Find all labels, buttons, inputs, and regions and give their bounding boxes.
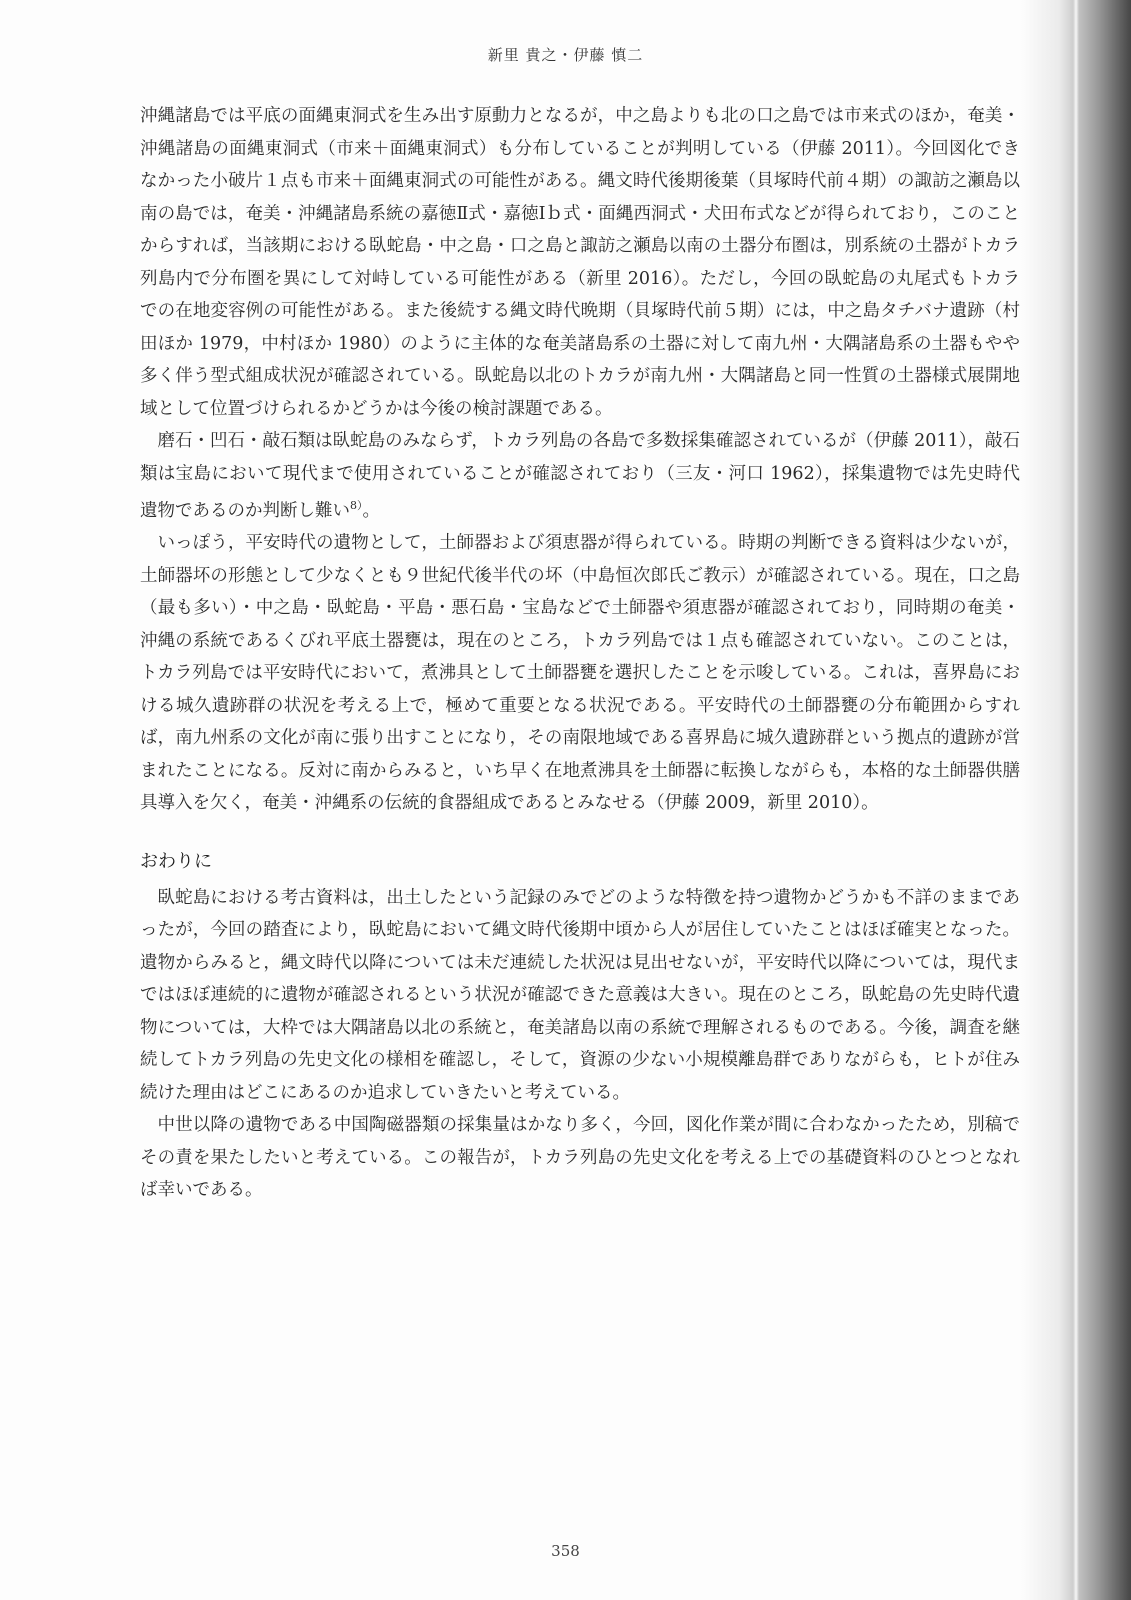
- paragraph-2: [140, 425, 1020, 527]
- paragraph-2-end: 。: [362, 500, 380, 521]
- paragraph-5: 中世以降の遺物である中国陶磁器類の採集量はかなり多く，今回，図化作業が間に合わなかったため，別稿でその責を果たしたいと考えている。この報告が，トカラ列島の先史文化を考える上での基礎資料のひとつとなれば幸いである。: [140, 1115, 1020, 1201]
- body-text: [140, 100, 1020, 1207]
- paragraph-4: 臥蛇島における考古資料は，出土したという記録のみでどのような特徴を持つ遺物かどうかも不詳のままであったが，今回の踏査により，臥蛇島において縄文時代後期中頃から人が居住していたことはほぼ確実となった。遺物からみると，縄文時代以降については未だ連続した状況は見出せないが，平安時代以降については，現代まではほぼ連続的に遺物が確認されるという状況が確認できた意義は大きい。現在のところ，臥蛇島の先史時代遺物については，大枠では大隅諸島以北の系統と，奄美諸島以南の系統で理解されるものである。今後，調査を継続してトカラ列島の先史文化の様相を確認し，そして，資源の少ない小規模離島群でありながらも，ヒトが住み続けた理由はどこにあるのか追求していきたいと考えている。: [140, 887, 1020, 1103]
- paragraph-1: 沖縄諸島では平底の面縄東洞式を生み出す原動力となるが，中之島よりも北の口之島では市来式のほか，奄美・沖縄諸島の面縄東洞式（市来＋面縄東洞式）も分布していることが判明している（伊藤 2011）。今回図化できなかった小破片１点も市来＋面縄東洞式の可能性がある。縄文時代後期後葉（貝塚時代前４期）の諏訪之瀬島以南の島では，奄美・沖縄諸島系統の嘉徳Ⅱ式・嘉徳Ⅰｂ式・面縄西洞式・犬田布式などが得られており，このことからすれば，当該期における臥蛇島・中之島・口之島と諏訪之瀬島以南の土器分布圏は，別系統の土器がトカラ列島内で分布圏を異にして対峙している可能性がある（新里 2016）。ただし，今回の臥蛇島の丸尾式もトカラでの在地変容例の可能性がある。また後続する縄文時代晩期（貝塚時代前５期）には，中之島タチバナ遺跡（村田ほか 1979，中村ほか 1980）のように主体的な奄美諸島系の土器に対して南九州・大隅諸島系の土器もやや多く伴う型式組成状況が確認されている。臥蛇島以北のトカラが南九州・大隅諸島と同一性質の土器様式展開地域として位置づけられるかどうかは今後の検討課題である。: [140, 106, 1020, 419]
- footnote-ref: 8）: [350, 499, 363, 512]
- running-head: 新里 貴之・伊藤 慎二: [487, 46, 644, 64]
- paragraph-3: いっぽう，平安時代の遺物として，土師器および須恵器が得られている。時期の判断できる資料は少ないが，土師器坏の形態として少なくとも９世紀代後半代の坏（中島恒次郎氏ご教示）が確認されている。現在，口之島（最も多い）・中之島・臥蛇島・平島・悪石島・宝島などで土師器や須恵器が確認されており，同時期の奄美・沖縄の系統であるくびれ平底土器甕は，現在のところ，トカラ列島では１点も確認されていない。このことは，トカラ列島では平安時代において，煮沸具として土師器甕を選択したことを示唆している。これは，喜界島における城久遺跡群の状況を考える上で，極めて重要となる状況である。平安時代の土師器甕の分布範囲からすれば，南九州系の文化が南に張り出すことになり，その南限地域である喜界島に城久遺跡群という拠点的遺跡が営まれたことになる。反対に南からみると，いち早く在地煮沸具を土師器に転換しながらも，本格的な土師器供膳具導入を欠く，奄美・沖縄系の伝統的食器組成であるとみなせる（伊藤 2009，新里 2010）。: [140, 533, 1020, 814]
- paragraph-2-text: 磨石・凹石・敲石類は臥蛇島のみならず，トカラ列島の各島で多数採集確認されているが（伊藤 2011），敲石類は宝島において現代まで使用されていることが確認されており（三友・河口 1962），採集遺物では先史時代遺物であるのか判断し難い: [140, 431, 1020, 521]
- section-heading: おわりに: [140, 850, 212, 872]
- page-number: 358: [551, 1542, 580, 1560]
- book-gutter-edge: [1073, 0, 1079, 1600]
